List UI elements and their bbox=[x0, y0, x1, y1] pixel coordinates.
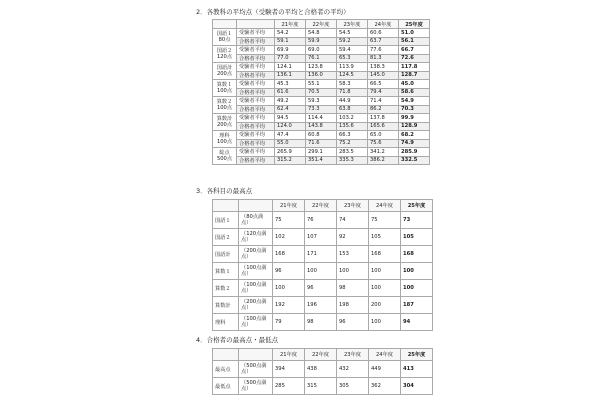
score-cell: 60.6 bbox=[368, 29, 399, 38]
score-cell: 72.6 bbox=[399, 54, 430, 63]
header-blank bbox=[239, 349, 273, 361]
subject-cell: 国語２ 120点 bbox=[213, 46, 237, 63]
score-cell: 44.9 bbox=[337, 97, 368, 106]
score-cell: 49.2 bbox=[275, 97, 306, 106]
score-cell: 100 bbox=[401, 263, 433, 280]
score-cell: 54.2 bbox=[275, 29, 306, 38]
score-cell: 51.0 bbox=[399, 29, 430, 38]
header-year-latest: 25年度 bbox=[401, 200, 433, 212]
header-year: 23年度 bbox=[337, 349, 369, 361]
label-cell: 最低点 bbox=[213, 378, 239, 395]
score-cell: 332.5 bbox=[399, 156, 430, 165]
score-cell: 128.7 bbox=[399, 71, 430, 80]
score-cell: 103.2 bbox=[337, 114, 368, 123]
subject-cell: 算数２ 100点 bbox=[213, 97, 237, 114]
score-cell: 59.3 bbox=[306, 97, 337, 106]
score-cell: 76.1 bbox=[306, 54, 337, 63]
section-title-pass-range: 4．合格者の最高点・最低点 bbox=[196, 336, 279, 344]
subject-cell: 算数計 200点 bbox=[213, 114, 237, 131]
score-cell: 128.9 bbox=[399, 122, 430, 131]
score-cell: 70.5 bbox=[306, 88, 337, 97]
row-type-label: 合格者平均 bbox=[237, 156, 275, 165]
subject-cell: 国語１ bbox=[213, 212, 239, 229]
header-year: 21年度 bbox=[273, 200, 305, 212]
score-cell: 96 bbox=[273, 263, 305, 280]
table-row bbox=[213, 97, 430, 106]
score-cell: 94 bbox=[401, 314, 433, 331]
score-cell: 94.5 bbox=[275, 114, 306, 123]
table-row bbox=[213, 314, 433, 331]
row-type-label: 受験者平均 bbox=[237, 114, 275, 123]
score-cell: 58.6 bbox=[399, 88, 430, 97]
subject-cell: 理科 100点 bbox=[213, 131, 237, 148]
score-cell: 168 bbox=[369, 246, 401, 263]
score-cell: 96 bbox=[305, 280, 337, 297]
score-cell: 168 bbox=[273, 246, 305, 263]
row-type-label: 受験者平均 bbox=[237, 148, 275, 157]
header-year-latest: 25年度 bbox=[399, 20, 430, 29]
score-cell: 100 bbox=[305, 263, 337, 280]
table-row bbox=[213, 297, 433, 314]
row-type-label: 受験者平均 bbox=[237, 46, 275, 55]
score-cell: 283.5 bbox=[337, 148, 368, 157]
row-type-label: 合格者平均 bbox=[237, 122, 275, 131]
score-cell: 65.3 bbox=[337, 54, 368, 63]
score-cell: 394 bbox=[273, 361, 305, 378]
score-cell: 171 bbox=[305, 246, 337, 263]
label-cell: 最高点 bbox=[213, 361, 239, 378]
score-cell: 74.9 bbox=[399, 139, 430, 148]
score-cell: 77.6 bbox=[368, 46, 399, 55]
score-cell: 55.1 bbox=[306, 80, 337, 89]
score-cell: 66.5 bbox=[368, 80, 399, 89]
score-cell: 66.3 bbox=[337, 131, 368, 140]
header-blank bbox=[237, 20, 275, 29]
max-points-cell: （80点満点） bbox=[239, 212, 273, 229]
score-cell: 54.9 bbox=[399, 97, 430, 106]
row-type-label: 受験者平均 bbox=[237, 80, 275, 89]
score-cell: 113.9 bbox=[337, 63, 368, 72]
row-type-label: 合格者平均 bbox=[237, 37, 275, 46]
score-cell: 114.4 bbox=[306, 114, 337, 123]
table-row bbox=[213, 54, 430, 63]
subject-cell: 算数１ bbox=[213, 263, 239, 280]
score-cell: 192 bbox=[273, 297, 305, 314]
table-row bbox=[213, 46, 430, 55]
max-points-cell: （120点満点） bbox=[239, 229, 273, 246]
score-cell: 351.4 bbox=[306, 156, 337, 165]
score-cell: 73 bbox=[401, 212, 433, 229]
score-cell: 196 bbox=[305, 297, 337, 314]
score-cell: 68.2 bbox=[399, 131, 430, 140]
score-cell: 138.3 bbox=[368, 63, 399, 72]
row-type-label: 合格者平均 bbox=[237, 71, 275, 80]
score-cell: 54.8 bbox=[306, 29, 337, 38]
header-year: 23年度 bbox=[337, 200, 369, 212]
score-cell: 198 bbox=[337, 297, 369, 314]
max-points-cell: （100点満点） bbox=[239, 314, 273, 331]
score-cell: 285 bbox=[273, 378, 305, 395]
header-blank bbox=[239, 200, 273, 212]
score-cell: 386.2 bbox=[368, 156, 399, 165]
score-cell: 299.1 bbox=[306, 148, 337, 157]
score-cell: 70.3 bbox=[399, 105, 430, 114]
score-cell: 73.3 bbox=[306, 105, 337, 114]
score-cell: 76 bbox=[305, 212, 337, 229]
score-cell: 145.0 bbox=[368, 71, 399, 80]
table-row bbox=[213, 263, 433, 280]
score-cell: 60.8 bbox=[306, 131, 337, 140]
score-cell: 63.7 bbox=[368, 37, 399, 46]
score-cell: 124.5 bbox=[337, 71, 368, 80]
score-cell: 362 bbox=[369, 378, 401, 395]
table-row bbox=[213, 114, 430, 123]
score-cell: 58.3 bbox=[337, 80, 368, 89]
score-cell: 79 bbox=[273, 314, 305, 331]
table-row bbox=[213, 378, 433, 395]
score-cell: 71.4 bbox=[368, 97, 399, 106]
header-year: 22年度 bbox=[305, 200, 337, 212]
score-cell: 59.9 bbox=[306, 37, 337, 46]
table-header-row bbox=[213, 349, 433, 361]
subject-cell: 国語１ 80点 bbox=[213, 29, 237, 46]
score-cell: 438 bbox=[305, 361, 337, 378]
score-cell: 62.4 bbox=[275, 105, 306, 114]
score-cell: 55.0 bbox=[275, 139, 306, 148]
score-cell: 100 bbox=[273, 280, 305, 297]
header-year-latest: 25年度 bbox=[401, 349, 433, 361]
row-type-label: 合格者平均 bbox=[237, 88, 275, 97]
score-cell: 335.3 bbox=[337, 156, 368, 165]
row-type-label: 受験者平均 bbox=[237, 97, 275, 106]
score-cell: 59.4 bbox=[337, 46, 368, 55]
score-cell: 75.2 bbox=[337, 139, 368, 148]
max-points-cell: （200点満点） bbox=[239, 246, 273, 263]
row-type-label: 合格者平均 bbox=[237, 54, 275, 63]
max-points-cell: （200点満点） bbox=[239, 297, 273, 314]
score-cell: 59.2 bbox=[337, 37, 368, 46]
table-row bbox=[213, 131, 430, 140]
score-cell: 99.9 bbox=[399, 114, 430, 123]
table-row bbox=[213, 139, 430, 148]
score-cell: 45.0 bbox=[399, 80, 430, 89]
header-year: 22年度 bbox=[306, 20, 337, 29]
subject-cell: 国語計 200点 bbox=[213, 63, 237, 80]
score-cell: 200 bbox=[369, 297, 401, 314]
score-cell: 96 bbox=[337, 314, 369, 331]
score-cell: 54.5 bbox=[337, 29, 368, 38]
subject-cell: 総点 500点 bbox=[213, 148, 237, 165]
score-cell: 102 bbox=[273, 229, 305, 246]
score-cell: 100 bbox=[337, 263, 369, 280]
max-points-cell: （100点満点） bbox=[239, 263, 273, 280]
score-cell: 66.7 bbox=[399, 46, 430, 55]
score-cell: 45.3 bbox=[275, 80, 306, 89]
subject-cell: 理科 bbox=[213, 314, 239, 331]
score-cell: 165.6 bbox=[368, 122, 399, 131]
score-cell: 65.0 bbox=[368, 131, 399, 140]
score-cell: 59.1 bbox=[275, 37, 306, 46]
table-row bbox=[213, 212, 433, 229]
header-year: 21年度 bbox=[275, 20, 306, 29]
score-cell: 74 bbox=[337, 212, 369, 229]
score-cell: 117.8 bbox=[399, 63, 430, 72]
section-title-average: 2．各教科の平均点（受験者の平均と合格者の平均） bbox=[196, 8, 350, 16]
average-score-table bbox=[212, 19, 430, 165]
score-cell: 75.6 bbox=[368, 139, 399, 148]
score-cell: 92 bbox=[337, 229, 369, 246]
score-cell: 413 bbox=[401, 361, 433, 378]
max-score-table bbox=[212, 199, 433, 331]
header-year: 21年度 bbox=[273, 349, 305, 361]
score-cell: 153 bbox=[337, 246, 369, 263]
score-cell: 63.8 bbox=[337, 105, 368, 114]
score-cell: 98 bbox=[305, 314, 337, 331]
table-row bbox=[213, 122, 430, 131]
score-cell: 143.8 bbox=[306, 122, 337, 131]
score-cell: 105 bbox=[401, 229, 433, 246]
score-cell: 100 bbox=[369, 314, 401, 331]
score-cell: 137.8 bbox=[368, 114, 399, 123]
score-cell: 124.1 bbox=[275, 63, 306, 72]
max-points-cell: （100点満点） bbox=[239, 280, 273, 297]
header-blank bbox=[213, 200, 239, 212]
table-row bbox=[213, 156, 430, 165]
score-cell: 69.9 bbox=[275, 46, 306, 55]
table-row bbox=[213, 37, 430, 46]
subject-cell: 算数２ bbox=[213, 280, 239, 297]
header-blank bbox=[213, 20, 237, 29]
header-year: 24年度 bbox=[368, 20, 399, 29]
table-row bbox=[213, 71, 430, 80]
score-cell: 341.2 bbox=[368, 148, 399, 157]
score-cell: 100 bbox=[401, 280, 433, 297]
score-cell: 168 bbox=[401, 246, 433, 263]
table-row bbox=[213, 361, 433, 378]
table-row bbox=[213, 246, 433, 263]
table-row bbox=[213, 80, 430, 89]
score-cell: 305 bbox=[337, 378, 369, 395]
table-header-row bbox=[213, 200, 433, 212]
score-cell: 187 bbox=[401, 297, 433, 314]
score-cell: 449 bbox=[369, 361, 401, 378]
score-cell: 265.9 bbox=[275, 148, 306, 157]
score-cell: 304 bbox=[401, 378, 433, 395]
score-cell: 105 bbox=[369, 229, 401, 246]
row-type-label: 受験者平均 bbox=[237, 29, 275, 38]
table-row bbox=[213, 88, 430, 97]
score-cell: 56.1 bbox=[399, 37, 430, 46]
score-cell: 98 bbox=[337, 280, 369, 297]
score-cell: 75 bbox=[273, 212, 305, 229]
score-cell: 71.8 bbox=[337, 88, 368, 97]
score-cell: 136.0 bbox=[306, 71, 337, 80]
score-cell: 100 bbox=[369, 280, 401, 297]
table-row bbox=[213, 148, 430, 157]
table-header-row bbox=[213, 20, 430, 29]
score-cell: 136.1 bbox=[275, 71, 306, 80]
score-cell: 135.6 bbox=[337, 122, 368, 131]
score-cell: 79.4 bbox=[368, 88, 399, 97]
row-type-label: 合格者平均 bbox=[237, 139, 275, 148]
header-year: 23年度 bbox=[337, 20, 368, 29]
score-cell: 432 bbox=[337, 361, 369, 378]
score-cell: 123.8 bbox=[306, 63, 337, 72]
score-cell: 285.9 bbox=[399, 148, 430, 157]
header-blank bbox=[213, 349, 239, 361]
subject-cell: 国語２ bbox=[213, 229, 239, 246]
score-cell: 47.4 bbox=[275, 131, 306, 140]
score-cell: 81.3 bbox=[368, 54, 399, 63]
score-cell: 71.6 bbox=[306, 139, 337, 148]
row-type-label: 受験者平均 bbox=[237, 63, 275, 72]
header-year: 24年度 bbox=[369, 349, 401, 361]
subject-cell: 国語計 bbox=[213, 246, 239, 263]
score-cell: 61.6 bbox=[275, 88, 306, 97]
score-cell: 69.0 bbox=[306, 46, 337, 55]
header-year: 22年度 bbox=[305, 349, 337, 361]
table-row bbox=[213, 229, 433, 246]
score-cell: 315 bbox=[305, 378, 337, 395]
max-points-cell: （500点満点） bbox=[239, 361, 273, 378]
score-cell: 77.0 bbox=[275, 54, 306, 63]
table-row bbox=[213, 63, 430, 72]
row-type-label: 受験者平均 bbox=[237, 131, 275, 140]
subject-cell: 算数１ 100点 bbox=[213, 80, 237, 97]
score-cell: 107 bbox=[305, 229, 337, 246]
subject-cell: 算数計 bbox=[213, 297, 239, 314]
header-year: 24年度 bbox=[369, 200, 401, 212]
max-points-cell: （500点満点） bbox=[239, 378, 273, 395]
score-cell: 100 bbox=[369, 263, 401, 280]
section-title-max: 3．各科目の最高点 bbox=[196, 187, 253, 195]
pass-score-range-table bbox=[212, 348, 433, 395]
score-cell: 315.2 bbox=[275, 156, 306, 165]
table-row bbox=[213, 105, 430, 114]
score-cell: 75 bbox=[369, 212, 401, 229]
table-row bbox=[213, 280, 433, 297]
score-cell: 86.2 bbox=[368, 105, 399, 114]
table-row bbox=[213, 29, 430, 38]
row-type-label: 合格者平均 bbox=[237, 105, 275, 114]
score-cell: 124.0 bbox=[275, 122, 306, 131]
